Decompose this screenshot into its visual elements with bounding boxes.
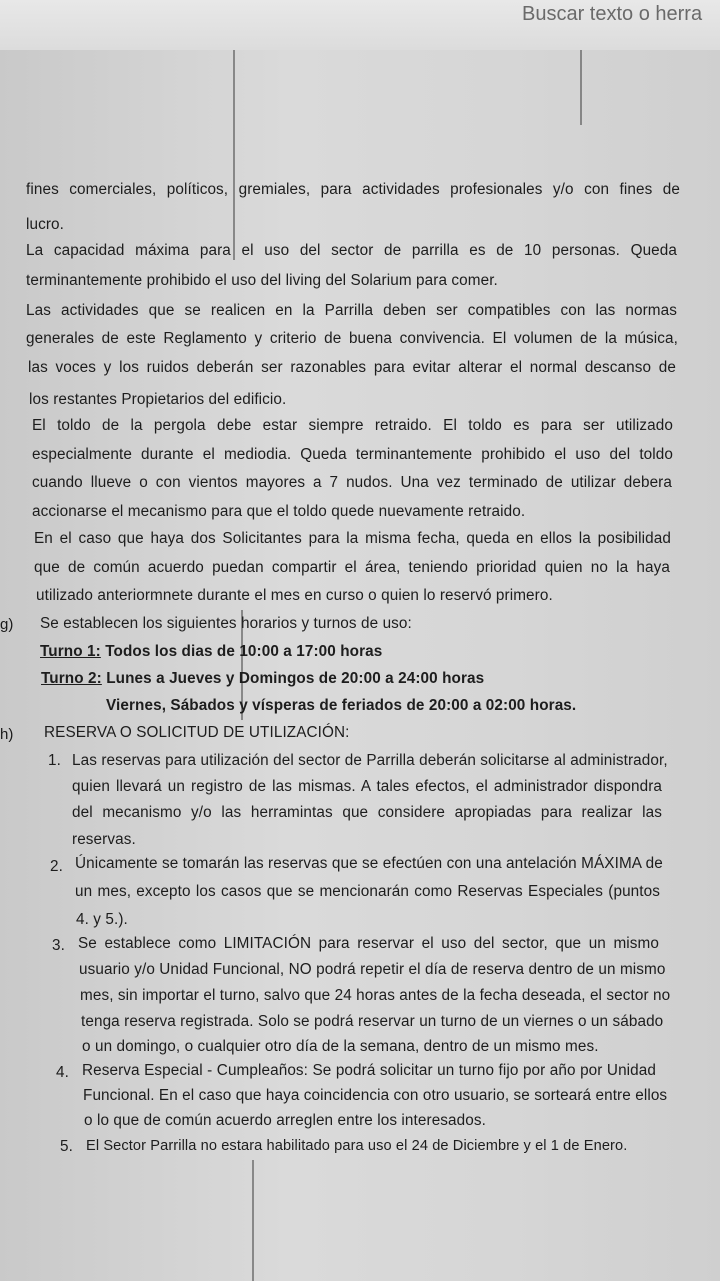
turno-2-label: Turno 2: xyxy=(41,670,102,687)
text-line: Las actividades que se realicen en la Parrilla deben ser compatibles con las normas xyxy=(26,302,677,319)
text-line: utilizado anteriormnete durante el mes en curso o quien lo reservó primero. xyxy=(36,587,553,604)
text-line: cuando llueve o con vientos mayores a 7 nudos. Una vez terminado de utilizar debera xyxy=(32,474,672,491)
section-marker: h) xyxy=(0,726,14,743)
text-line: Únicamente se tomarán las reservas que se efectúen con una antelación MÁXIMA de xyxy=(75,855,663,872)
section-marker: g) xyxy=(0,616,14,633)
text-line: La capacidad máxima para el uso del sector de parrilla es de 10 personas. Queda xyxy=(26,242,677,259)
text-line: tenga reserva registrada. Solo se podrá reservar un turno de un viernes o un sábado xyxy=(81,1013,664,1030)
text-line: reservas. xyxy=(72,831,136,848)
text-line: El toldo de la pergola debe estar siempre retraido. El toldo es para ser utilizado xyxy=(32,417,673,434)
text-line: accionarse el mecanismo para que el toldo quede nuevamente retraido. xyxy=(32,503,526,520)
text-line: o lo que de común acuerdo arreglen entre los interesados. xyxy=(84,1112,486,1129)
section-title: RESERVA O SOLICITUD DE UTILIZACIÓN: xyxy=(44,724,350,741)
list-number: 1. xyxy=(48,752,61,769)
list-number: 5. xyxy=(60,1138,73,1155)
text-line: que de común acuerdo puedan compartir el área, teniendo prioridad quien no la haya xyxy=(34,559,670,576)
turno-1-label: Turno 1: xyxy=(40,643,101,660)
text-line: generales de este Reglamento y criterio de buena convivencia. El volumen de la música, xyxy=(26,330,678,347)
text-line: lucro. xyxy=(26,216,65,233)
page-crease xyxy=(233,50,235,260)
list-number: 4. xyxy=(56,1064,69,1081)
list-number: 3. xyxy=(52,937,65,954)
text-line: En el caso que haya dos Solicitantes para la misma fecha, queda en ellos la posibilidad xyxy=(34,530,671,547)
search-input[interactable]: Buscar texto o herra xyxy=(522,3,703,25)
turno-2-extra: Viernes, Sábados y vísperas de feriados de 20:00 a 02:00 horas. xyxy=(106,697,577,714)
turno-1 xyxy=(40,643,382,661)
page-crease xyxy=(580,50,582,125)
list-number: 2. xyxy=(50,858,63,875)
text-line: un mes, excepto los casos que se mencionarán como Reservas Especiales (puntos xyxy=(75,883,660,900)
text-line: Las reservas para utilización del sector de Parrilla deberán solicitarse al administrador, xyxy=(72,752,668,769)
text-line: Se establece como LIMITACIÓN para reservar el uso del sector, que un mismo xyxy=(78,935,659,952)
text-line: fines comerciales, políticos, gremiales, para actividades profesionales y/o con fines de xyxy=(26,181,680,198)
text-line: o un domingo, o cualquier otro día de la semana, dentro de un mismo mes. xyxy=(82,1038,599,1055)
page-crease xyxy=(252,1160,254,1281)
text-line: Reserva Especial - Cumpleaños: Se podrá solicitar un turno fijo por año por Unidad xyxy=(82,1062,656,1079)
text-line: los restantes Propietarios del edificio. xyxy=(29,391,287,408)
text-line: del mecanismo y/o las herramintas que considere apropiadas para realizar las xyxy=(72,804,662,821)
text-line: Funcional. En el caso que haya coincidencia con otro usuario, se sorteará entre ellos xyxy=(83,1087,668,1104)
text-line: especialmente durante el mediodia. Queda terminantemente prohibido el uso del toldo xyxy=(32,446,673,463)
text-line: 4. y 5.). xyxy=(76,911,128,928)
text-line: terminantemente prohibido el uso del living del Solarium para comer. xyxy=(26,272,498,289)
turno-2-text: Lunes a Jueves y Domingos de 20:00 a 24:00 horas xyxy=(101,670,485,687)
turno-2 xyxy=(41,670,484,688)
text-line: mes, sin importar el turno, salvo que 24 horas antes de la fecha deseada, el sector no xyxy=(80,987,671,1004)
text-line: El Sector Parrilla no estara habilitado para uso el 24 de Diciembre y el 1 de Enero. xyxy=(86,1138,628,1154)
text-line: quien llevará un registro de las mismas. A tales efectos, el administrador dispondra xyxy=(72,778,662,795)
turno-1-text: Todos los dias de 10:00 a 17:00 horas xyxy=(100,643,383,660)
text-line: las voces y los ruidos deberán ser razonables para evitar alterar el normal descanso de xyxy=(28,359,676,376)
text-line: usuario y/o Unidad Funcional, NO podrá repetir el día de reserva dentro de un mismo xyxy=(79,961,666,978)
text-line: Se establecen los siguientes horarios y turnos de uso: xyxy=(40,615,412,632)
viewer-toolbar xyxy=(0,0,720,51)
